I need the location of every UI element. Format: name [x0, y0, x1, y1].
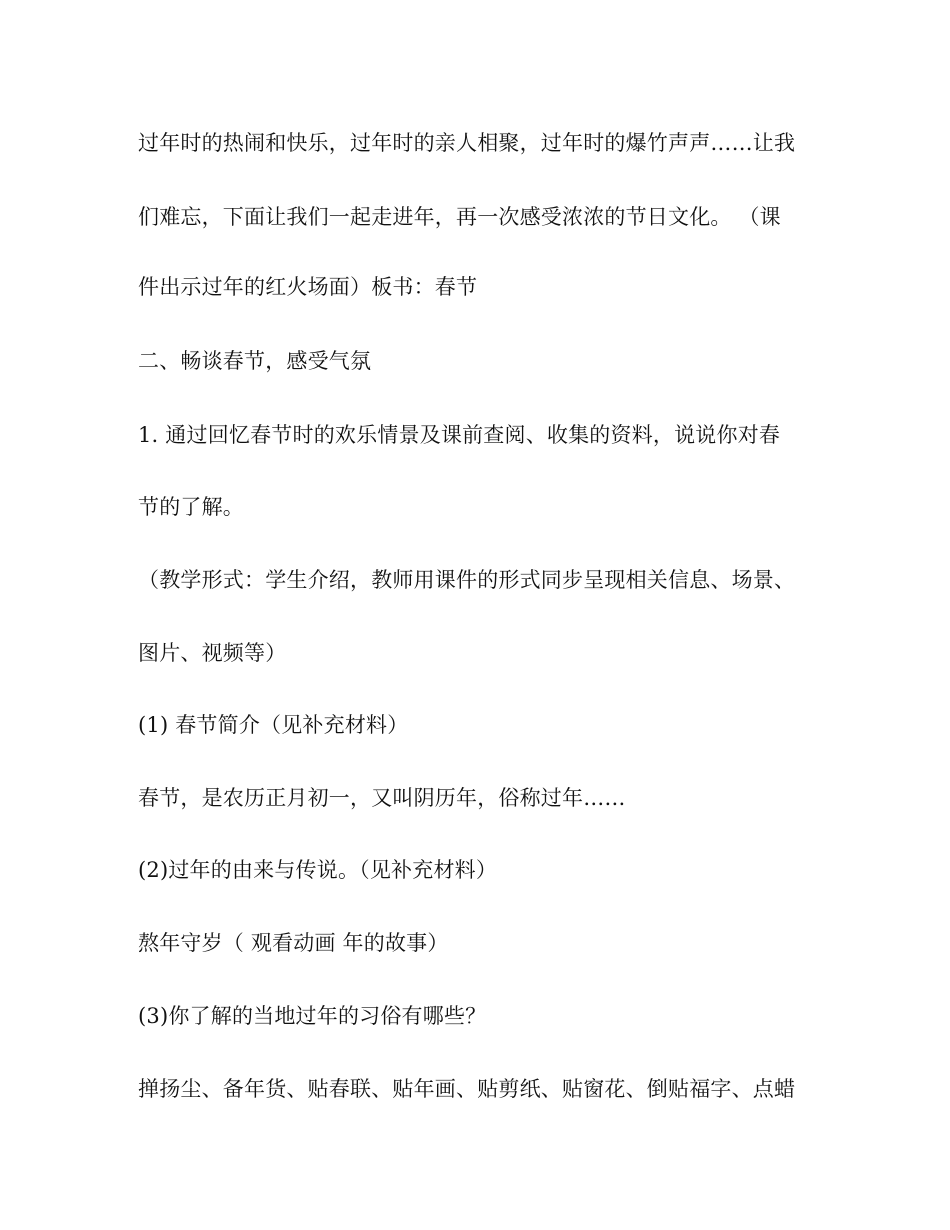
paragraph-line: 图片、视频等） — [138, 641, 287, 665]
section-heading: 二、畅谈春节，感受气氛 — [138, 349, 372, 373]
subheading: (1) 春节简介（见补充材料） — [138, 713, 409, 737]
subheading: (3)你了解的当地过年的习俗有哪些？ — [138, 1004, 487, 1028]
paragraph-line: （教学形式：学生介绍，教师用课件的形式同步呈现相关信息、场景、 — [138, 568, 796, 592]
paragraph-line: 掸扬尘、备年货、贴春联、贴年画、贴剪纸、贴窗花、倒贴福字、点蜡 — [138, 1077, 796, 1101]
paragraph-line: 节的了解。 — [138, 495, 244, 519]
paragraph-line: 过年时的热闹和快乐，过年时的亲人相聚，过年时的爆竹声声……让我 — [138, 131, 796, 155]
paragraph-line: 件出示过年的红火场面）板书：春节 — [138, 275, 478, 299]
paragraph-line: 熬年守岁（ 观看动画 年的故事） — [138, 931, 449, 955]
paragraph-line: 们难忘，下面让我们一起走进年，再一次感受浓浓的节日文化。 （课 — [138, 205, 781, 229]
list-item: 1. 通过回忆春节时的欢乐情景及课前查阅、收集的资料，说说你对春 — [138, 423, 781, 447]
subheading: (2)过年的由来与传说。（见补充材料） — [138, 858, 498, 882]
paragraph-line: 春节，是农历正月初一，又叫阴历年，俗称过年…… — [138, 786, 626, 810]
